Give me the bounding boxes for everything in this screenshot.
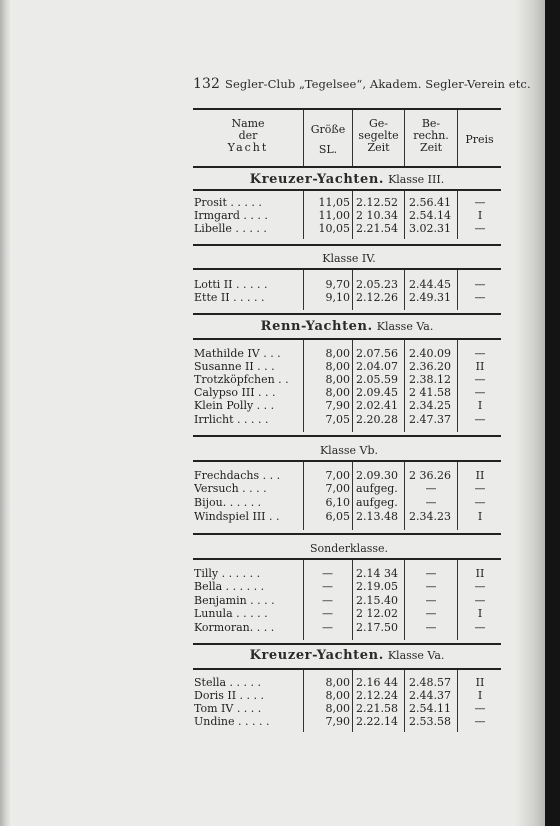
gesegelte-zeit: 2.15.40 [356, 594, 398, 607]
gesegelte-zeit: 2.05.23 [356, 278, 398, 291]
section-rule [193, 338, 501, 340]
yacht-name: Doris II . . . . [194, 689, 265, 702]
section-heading: Sonderklasse. [309, 542, 389, 555]
groesse-value: 9,10 [325, 291, 350, 304]
gesegelte-zeit: 2.19.05 [356, 580, 398, 593]
page-edge-right [515, 0, 545, 826]
preis-value: I [477, 209, 483, 222]
running-title: Segler-Club „Tegelsee“, Akadem. Segler-Verein etc. [225, 77, 531, 91]
berechnete-zeit: 2.40.09 [409, 347, 451, 360]
column-rule [457, 670, 458, 732]
table-top-rule [193, 108, 501, 110]
gesegelte-zeit: 2.13.48 [356, 510, 398, 523]
column-rule [457, 462, 458, 530]
preis-value: — [474, 621, 486, 634]
yacht-name: Kormoran. . . . [194, 621, 275, 634]
section-rule [193, 313, 501, 315]
groesse-value: 8,00 [325, 702, 350, 715]
preis-value: II [475, 676, 485, 689]
section-heading: Kreuzer-Yachten. Klasse III. [249, 172, 445, 187]
column-rule [404, 340, 405, 432]
yacht-name: Bella . . . . . . [194, 580, 265, 593]
background-edge [545, 0, 560, 826]
column-rule [404, 462, 405, 530]
page-gutter-left [0, 0, 10, 826]
berechnete-zeit: — [425, 580, 437, 593]
berechnete-zeit: 2.47.37 [409, 413, 451, 426]
groesse-value: 11,05 [318, 196, 350, 209]
section-heading: Klasse Vb. [319, 444, 379, 457]
berechnete-zeit: 2.56.41 [409, 196, 451, 209]
berechnete-zeit: — [425, 621, 437, 634]
column-rule [303, 110, 304, 166]
yacht-name: Bijou. . . . . . [194, 496, 262, 509]
column-rule [457, 110, 458, 166]
yacht-name: Calypso III . . . [194, 386, 276, 399]
berechnete-zeit: 2.53.58 [409, 715, 451, 728]
berechnete-zeit: — [425, 567, 437, 580]
yacht-name: Lotti II . . . . . [194, 278, 268, 291]
column-rule [404, 191, 405, 239]
groesse-value: — [322, 621, 333, 634]
preis-value: I [477, 689, 483, 702]
groesse-value: 7,00 [325, 482, 350, 495]
gesegelte-zeit: 2.21.54 [356, 222, 398, 235]
berechnete-zeit: 2.44.45 [409, 278, 451, 291]
yacht-name: Irmgard . . . . [194, 209, 268, 222]
col-header-groesse: Größe SL. [310, 123, 346, 156]
berechnete-zeit: — [425, 482, 437, 495]
col-header-gesegelt: Ge- segelte Zeit [358, 117, 399, 154]
column-rule [457, 270, 458, 310]
gesegelte-zeit: 2.21.58 [356, 702, 398, 715]
preis-value: — [474, 386, 486, 399]
berechnete-zeit: 2.49.31 [409, 291, 451, 304]
yacht-name: Libelle . . . . . [194, 222, 267, 235]
section-rule [193, 268, 501, 270]
section-rule [193, 533, 501, 535]
groesse-value: 9,70 [325, 278, 350, 291]
preis-value: — [474, 482, 486, 495]
groesse-value: 8,00 [325, 386, 350, 399]
berechnete-zeit: 2.36.20 [409, 360, 451, 373]
section-heading: Renn-Yachten. Klasse Va. [260, 319, 434, 334]
column-rule [457, 191, 458, 239]
column-rule [352, 560, 353, 640]
column-rule [352, 270, 353, 310]
gesegelte-zeit: aufgeg. [356, 496, 398, 509]
groesse-value: 11,00 [318, 209, 350, 222]
berechnete-zeit: 2.44.37 [409, 689, 451, 702]
section-rule [193, 189, 501, 191]
berechnete-zeit: 2.34.23 [409, 510, 451, 523]
section-rule [193, 643, 501, 645]
gesegelte-zeit: 2.09.45 [356, 386, 398, 399]
gesegelte-zeit: 2.17.50 [356, 621, 398, 634]
gesegelte-zeit: 2.20.28 [356, 413, 398, 426]
preis-value: II [475, 469, 485, 482]
column-rule [457, 560, 458, 640]
section-heading: Klasse IV. [322, 252, 376, 265]
column-rule [352, 462, 353, 530]
preis-value: I [477, 607, 483, 620]
section-rule [193, 558, 501, 560]
groesse-value: 8,00 [325, 676, 350, 689]
preis-value: — [474, 278, 486, 291]
yacht-name: Ette II . . . . . [194, 291, 265, 304]
berechnete-zeit: 2 41.58 [409, 386, 451, 399]
groesse-value: — [322, 580, 333, 593]
groesse-value: 10,05 [318, 222, 350, 235]
section-heading: Kreuzer-Yachten. Klasse Va. [249, 648, 445, 663]
section-rule [193, 435, 501, 437]
yacht-name: Susanne II . . . [194, 360, 275, 373]
col-header-name: Name der Yacht [227, 117, 269, 154]
section-rule [193, 668, 501, 670]
yacht-name: Lunula . . . . . [194, 607, 268, 620]
preis-value: — [474, 222, 486, 235]
preis-value: — [474, 291, 486, 304]
gesegelte-zeit: 2.12.24 [356, 689, 398, 702]
section-rule [193, 460, 501, 462]
groesse-value: 7,90 [325, 715, 350, 728]
berechnete-zeit: — [425, 607, 437, 620]
col-header-berechnet: Be- rechn. Zeit [413, 117, 449, 154]
column-rule [352, 191, 353, 239]
gesegelte-zeit: 2.09.30 [356, 469, 398, 482]
gesegelte-zeit: 2.12.26 [356, 291, 398, 304]
groesse-value: 6,05 [325, 510, 350, 523]
gesegelte-zeit: 2.04.07 [356, 360, 398, 373]
groesse-value: 6,10 [325, 496, 350, 509]
preis-value: — [474, 347, 486, 360]
yacht-name: Versuch . . . . [194, 482, 267, 495]
preis-value: I [477, 399, 483, 412]
groesse-value: — [322, 607, 333, 620]
groesse-value: — [322, 594, 333, 607]
yacht-name: Tom IV . . . . [194, 702, 262, 715]
preis-value: — [474, 196, 486, 209]
yacht-name: Stella . . . . . [194, 676, 262, 689]
yacht-name: Prosit . . . . . [194, 196, 262, 209]
berechnete-zeit: — [425, 594, 437, 607]
berechnete-zeit: 2.54.14 [409, 209, 451, 222]
gesegelte-zeit: 2.14 34 [356, 567, 398, 580]
yacht-name: Mathilde IV . . . [194, 347, 281, 360]
berechnete-zeit: 2.54.11 [409, 702, 451, 715]
column-rule [404, 110, 405, 166]
groesse-value: — [322, 567, 333, 580]
gesegelte-zeit: 2.07.56 [356, 347, 398, 360]
preis-value: — [474, 594, 486, 607]
yacht-name: Trotzköpfchen . . [194, 373, 289, 386]
groesse-value: 8,00 [325, 347, 350, 360]
berechnete-zeit: 2 36.26 [409, 469, 451, 482]
column-rule [404, 560, 405, 640]
gesegelte-zeit: 2.22.14 [356, 715, 398, 728]
yacht-name: Tilly . . . . . . [194, 567, 261, 580]
gesegelte-zeit: aufgeg. [356, 482, 398, 495]
berechnete-zeit: 2.38.12 [409, 373, 451, 386]
berechnete-zeit: 2.48.57 [409, 676, 451, 689]
preis-value: — [474, 373, 486, 386]
gesegelte-zeit: 2.05.59 [356, 373, 398, 386]
preis-value: — [474, 496, 486, 509]
groesse-value: 7,90 [325, 399, 350, 412]
col-header-preis: Preis [465, 133, 494, 146]
berechnete-zeit: — [425, 496, 437, 509]
yacht-name: Irrlicht . . . . . [194, 413, 269, 426]
preis-value: I [477, 510, 483, 523]
column-rule [457, 340, 458, 432]
gesegelte-zeit: 2 12.02 [356, 607, 398, 620]
column-rule [352, 340, 353, 432]
page-number: 132 [193, 76, 221, 92]
yacht-name: Windspiel III . . [194, 510, 280, 523]
running-header [193, 76, 531, 92]
gesegelte-zeit: 2 10.34 [356, 209, 398, 222]
preis-value: — [474, 413, 486, 426]
preis-value: II [475, 360, 485, 373]
yacht-name: Undine . . . . . [194, 715, 270, 728]
groesse-value: 8,00 [325, 689, 350, 702]
column-rule [352, 110, 353, 166]
preis-value: — [474, 715, 486, 728]
gesegelte-zeit: 2.16 44 [356, 676, 398, 689]
groesse-value: 7,05 [325, 413, 350, 426]
gesegelte-zeit: 2.12.52 [356, 196, 398, 209]
groesse-value: 8,00 [325, 360, 350, 373]
preis-value: II [475, 567, 485, 580]
column-rule [352, 670, 353, 732]
yacht-name: Klein Polly . . . [194, 399, 275, 412]
column-rule [404, 670, 405, 732]
groesse-value: 8,00 [325, 373, 350, 386]
berechnete-zeit: 3.02.31 [409, 222, 451, 235]
section-rule [193, 244, 501, 246]
gesegelte-zeit: 2.02.41 [356, 399, 398, 412]
preis-value: — [474, 580, 486, 593]
groesse-value: 7,00 [325, 469, 350, 482]
column-rule [404, 270, 405, 310]
yacht-name: Benjamin . . . . [194, 594, 275, 607]
berechnete-zeit: 2.34.25 [409, 399, 451, 412]
preis-value: — [474, 702, 486, 715]
section-rule [193, 166, 501, 168]
yacht-name: Frechdachs . . . [194, 469, 281, 482]
